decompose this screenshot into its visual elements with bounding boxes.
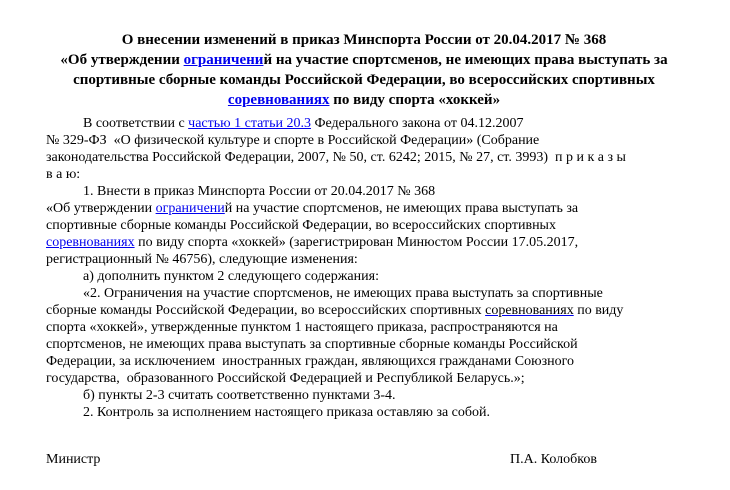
paragraph-new-clause-2 xyxy=(46,285,682,387)
text-run: Федерации, за исключением иностранных граждан, являющихся гражданами Союзного xyxy=(46,354,575,369)
hyperlink[interactable]: ограничени xyxy=(183,52,264,68)
paragraph-subclause-b xyxy=(46,387,682,404)
text-run: «Об утверждении xyxy=(60,52,184,68)
text-run: О внесении изменений в приказ Минспорта России от 20.04.2017 № 368 xyxy=(121,32,607,48)
signature-position-label: Министр xyxy=(46,452,101,467)
paragraph-amendment-item-1 xyxy=(46,183,682,268)
text-run: 2. Контроль за исполнением настоящего приказа оставляю за собой. xyxy=(83,405,491,420)
text-run: спортсменов, не имеющих права выступать за спортивные сборные команды Российской xyxy=(46,337,578,352)
hyperlink[interactable]: соревнованиях xyxy=(46,235,135,250)
hyperlink[interactable]: ограничени xyxy=(155,201,225,216)
paragraph-control-item-2 xyxy=(46,404,682,421)
text-run: 1. Внести в приказ Минспорта России от 20.04.2017 № 368 xyxy=(83,184,436,199)
document-title xyxy=(46,30,682,110)
text-run: й на участие спортсменов, не имеющих права выступать за xyxy=(263,52,668,68)
text-run: спорта «хоккей», утвержденные пунктом 1 настоящего приказа, распространяются на xyxy=(46,320,558,335)
hyperlink-underline-only[interactable]: соревнованиях xyxy=(485,303,574,318)
text-run: Федерального закона от 04.12.2007 xyxy=(310,116,524,131)
hyperlink[interactable]: соревнованиях xyxy=(227,92,330,108)
text-run: й на участие спортсменов, не имеющих права выступать за xyxy=(224,201,579,216)
text-run: по виду спорта «хоккей» (зарегистрирован Минюстом России 17.05.2017, xyxy=(134,235,579,250)
hyperlink[interactable]: частью 1 статьи 20.3 xyxy=(188,116,311,131)
text-run: по виду xyxy=(573,303,624,318)
text-run: В соответствии с xyxy=(83,116,189,131)
text-run: «2. Ограничения на участие спортсменов, не имеющих права выступать за спортивные xyxy=(83,286,603,301)
text-run: спортивные сборные команды Российской Федерации, во всероссийских спортивных xyxy=(73,72,655,88)
text-run: государства, образованного Российской Федерацией и Республикой Беларусь.»; xyxy=(46,371,525,386)
text-run: № 329-ФЗ «О физической культуре и спорте в Российской Федерации» (Собрание xyxy=(46,133,540,148)
paragraph-preamble xyxy=(46,115,682,183)
text-run: в а ю: xyxy=(46,167,81,182)
signature-row xyxy=(46,451,682,468)
text-run: «Об утверждении xyxy=(46,201,156,216)
text-run: б) пункты 2-3 считать соответственно пунктами 3-4. xyxy=(83,388,396,403)
text-run: а) дополнить пунктом 2 следующего содержания: xyxy=(83,269,379,284)
text-run: по виду спорта «хоккей» xyxy=(329,92,501,108)
text-run: законодательства Российской Федерации, 2007, № 50, ст. 6242; 2015, № 27, ст. 3993) п р и к а з ы xyxy=(46,150,626,165)
signature-name: П.А. Колобков xyxy=(510,452,597,467)
text-run: спортивные сборные команды Российской Федерации, во всероссийских спортивных xyxy=(46,218,556,233)
paragraph-subclause-a xyxy=(46,268,682,285)
text-run: сборные команды Российской Федерации, во всероссийских спортивных xyxy=(46,303,486,318)
text-run: регистрационный № 46756), следующие изменения: xyxy=(46,252,358,267)
